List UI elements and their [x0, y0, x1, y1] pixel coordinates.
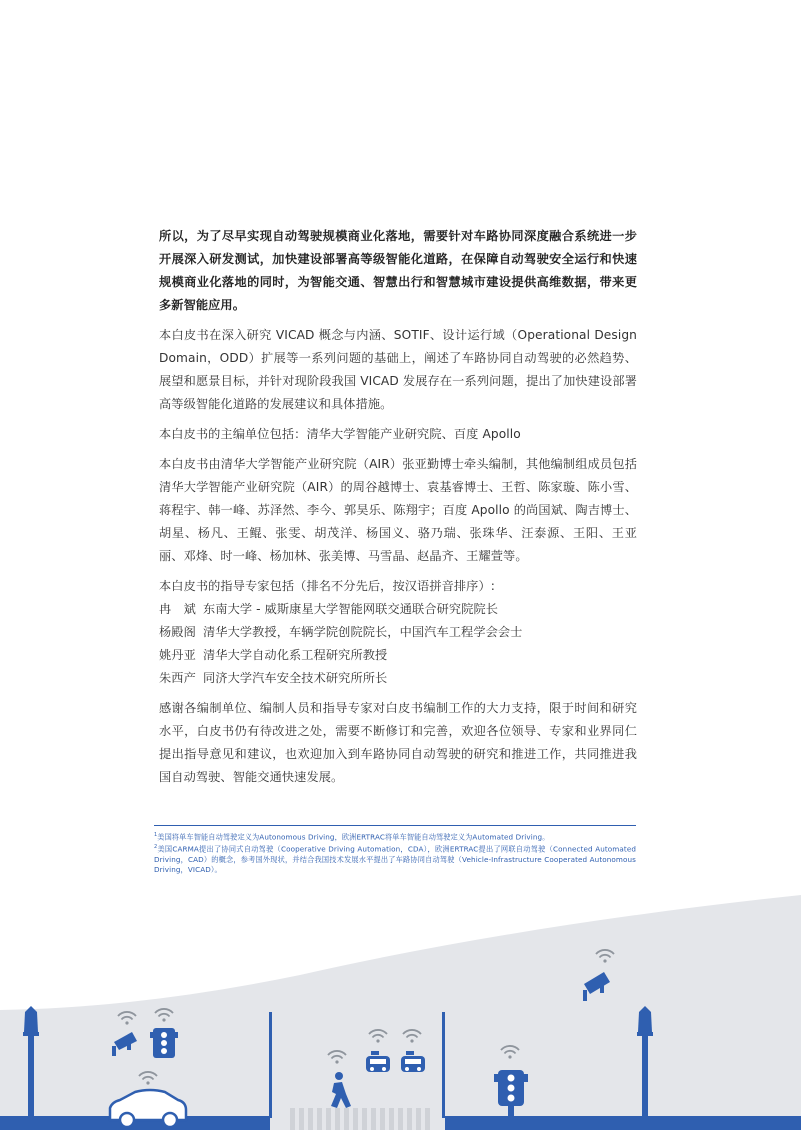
advisor-title: 同济大学汽车安全技术研究所所长: [203, 671, 388, 685]
background-hill: [0, 895, 801, 1130]
advisor-item: [159, 621, 637, 644]
advisor-title: 清华大学自动化系工程研究所教授: [203, 648, 388, 662]
advisor-item: [159, 667, 637, 690]
advisor-name: 冉 斌: [159, 602, 196, 616]
road-divider-line: [442, 1012, 445, 1118]
editors-units-paragraph: 本白皮书的主编单位包括：清华大学智能产业研究院、百度 Apollo: [159, 427, 521, 441]
footnote-1: [154, 830, 636, 842]
footnotes: [154, 825, 636, 875]
intro-bold-paragraph: 所以，为了尽早实现自动驾驶规模商业化落地，需要针对车路协同深度融合系统进一步开展深入研发测试，加快建设部署高等级智能化道路，在保障自动驾驶安全运行和快速规模商业化落地的同时，为智能交通、智慧出行和智慧城市建设提供高维数据，带来更多新智能应用。: [159, 229, 637, 312]
advisors-list: [159, 598, 637, 690]
advisors-intro: 本白皮书的指导专家包括（排名不分先后，按汉语拼音排序）:: [159, 579, 495, 593]
footnote-2: [154, 842, 636, 874]
footnote-1-text: 美国将单车智能自动驾驶定义为Autonomous Driving，欧洲ERTRAC将单车智能自动驾驶定义为Automated Driving。: [157, 832, 550, 842]
footnote-2-mark: 2: [154, 844, 158, 851]
footnote-1-mark: 1: [154, 832, 158, 838]
traffic-light-icon: [150, 1028, 178, 1058]
thanks-paragraph: 感谢各编制单位、编制人员和指导专家对白皮书编制工作的大力支持，限于时间和研究水平，白皮书仍有待改进之处，需要不断修订和完善，欢迎各位领导、专家和业界同仁提出指导意见和建议，也欢迎加入到车路协同自动驾驶的研究和推进工作，共同推进我国自动驾驶、智能交通快速发展。: [159, 701, 637, 784]
advisor-title: 清华大学教授，车辆学院创院院长，中国汽车工程学会会士: [203, 625, 523, 639]
main-text: [159, 225, 637, 789]
advisor-name: 杨殿阁: [159, 625, 196, 639]
advisor-title: 东南大学 - 威斯康星大学智能网联交通联合研究院院长: [203, 602, 499, 616]
authors-paragraph: 本白皮书由清华大学智能产业研究院（AIR）张亚勤博士牵头编制，其他编制组成员包括清华大学智能产业研究院（AIR）的周谷越博士、袁基睿博士、王哲、陈家璇、陈小雪、蒋程宇、韩一峰、苏泽然、李今、郭昊乐、陈翔宇；百度 Apollo 的尚国斌、陶吉博士、胡星、杨凡、王鲲、张雯、胡茂洋、杨国义、骆乃瑞、张珠华、汪泰源、王阳、王亚丽、邓烽、时一峰、杨加林、张美博、马雪晶、赵晶齐、王耀萱等。: [159, 457, 637, 563]
advisor-name: 朱西产: [159, 671, 196, 685]
advisor-item: [159, 644, 637, 667]
road-divider-line: [269, 1012, 272, 1118]
advisor-item: [159, 598, 637, 621]
footnote-2-text: 美国CARMA提出了协同式自动驾驶（Cooperative Driving Automation，CDA），欧洲ERTRAC提出了网联自动驾驶（Connected Automated Driving，CAD）的概念，参考国外现状，并结合我国技术发展水平提出了车路协同自动驾驶（Vehicle-Infrastructure Cooperated Autonomous Driving，VICAD）。: [154, 844, 636, 874]
road-right: [445, 1116, 801, 1130]
advisor-name: 姚丹亚: [159, 648, 196, 662]
scope-paragraph: 本白皮书在深入研究 VICAD 概念与内涵、SOTIF、设计运行域（Operational Design Domain，ODD）扩展等一系列问题的基础上，阐述了车路协同自动驾驶的必然趋势、展望和愿景目标，并针对现阶段我国 VICAD 发展存在一系列问题，提出了加快建设部署高等级智能化道路的发展建议和具体措施。: [159, 328, 637, 411]
traffic-illustration: [0, 880, 801, 1130]
